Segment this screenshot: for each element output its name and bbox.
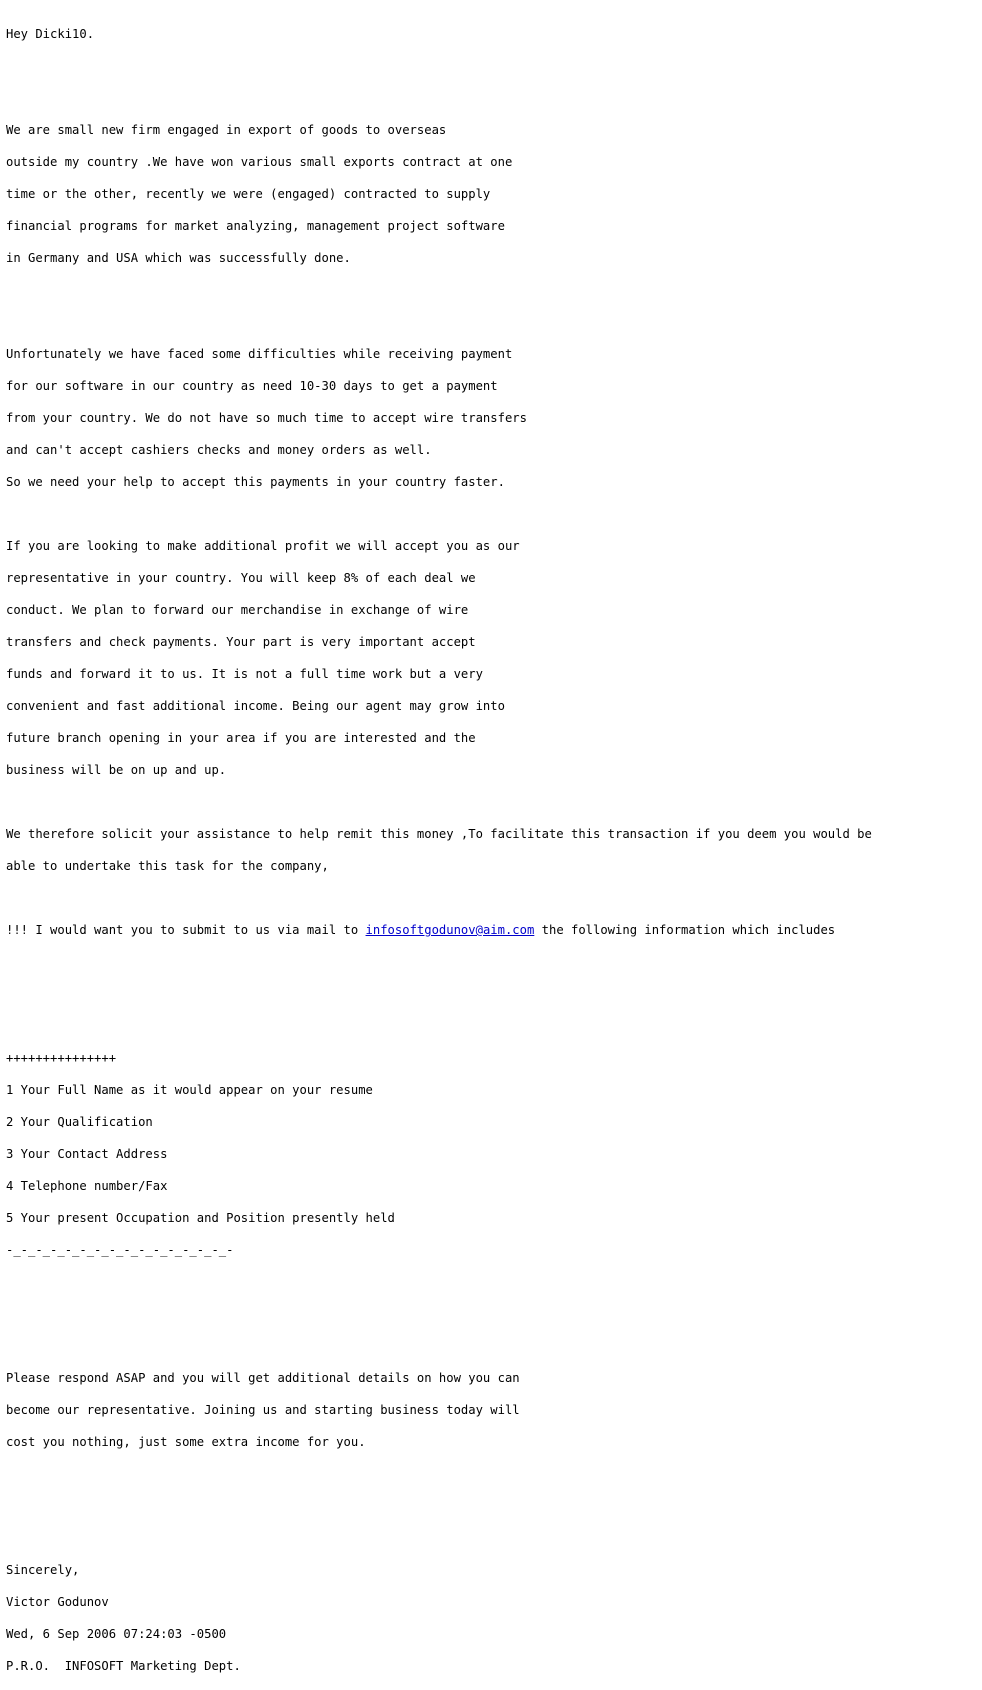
- blank-line: [6, 1530, 976, 1546]
- para1-line: We are small new firm engaged in export of goods to overseas: [6, 123, 447, 137]
- para1-line: in Germany and USA which was successfully done.: [6, 251, 351, 265]
- para5-line: cost you nothing, just some extra income for you.: [6, 1435, 366, 1449]
- para3-line: representative in your country. You will keep 8% of each deal we: [6, 571, 476, 585]
- blank-line: [6, 1274, 976, 1290]
- submit-text-after: the following information which includes: [534, 923, 836, 937]
- submit-line: [6, 922, 976, 938]
- para2-line: Unfortunately we have faced some difficulties while receiving payment: [6, 347, 513, 361]
- para2-line: So we need your help to accept this payments in your country faster.: [6, 475, 505, 489]
- para3-line: convenient and fast additional income. Being our agent may grow into: [6, 699, 505, 713]
- para3-line: transfers and check payments. Your part is very important accept: [6, 635, 476, 649]
- blank-line: [6, 986, 976, 1002]
- blank-line: [6, 506, 976, 522]
- signature-date: Wed, 6 Sep 2006 07:24:03 -0500: [6, 1627, 227, 1641]
- para5-line: Please respond ASAP and you will get additional details on how you can: [6, 1371, 520, 1385]
- blank-line: [6, 282, 976, 298]
- blank-line: [6, 1466, 976, 1482]
- info-item: 5 Your present Occupation and Position presently held: [6, 1211, 395, 1225]
- blank-line: [6, 954, 976, 970]
- para5-line: become our representative. Joining us and starting business today will: [6, 1403, 520, 1417]
- info-item: 1 Your Full Name as it would appear on your resume: [6, 1083, 373, 1097]
- para2-line: and can't accept cashiers checks and money orders as well.: [6, 443, 432, 457]
- blank-line: [6, 1498, 976, 1514]
- para4-line: able to undertake this task for the company,: [6, 859, 329, 873]
- blank-line: [6, 890, 976, 906]
- para3-line: business will be on up and up.: [6, 763, 227, 777]
- para3-line: conduct. We plan to forward our merchandise in exchange of wire: [6, 603, 469, 617]
- separator-top: +++++++++++++++: [6, 1051, 117, 1065]
- para2-line: for our software in our country as need 10-30 days to get a payment: [6, 379, 498, 393]
- para4-line: We therefore solicit your assistance to help remit this money ,To facilitate this transaction if you deem you would be: [6, 827, 872, 841]
- para1-line: financial programs for market analyzing, management project software: [6, 219, 505, 233]
- para3-line: If you are looking to make additional profit we will accept you as our: [6, 539, 520, 553]
- para3-line: funds and forward it to us. It is not a full time work but a very: [6, 667, 483, 681]
- blank-line: [6, 794, 976, 810]
- separator-bottom: -_-_-_-_-_-_-_-_-_-_-_-_-_-_-_-: [6, 1243, 234, 1257]
- blank-line: [6, 90, 976, 106]
- greeting: Hey Dicki10.: [6, 27, 95, 41]
- para3-line: future branch opening in your area if you are interested and the: [6, 731, 476, 745]
- blank-line: [6, 1306, 976, 1322]
- info-item: 4 Telephone number/Fax: [6, 1179, 168, 1193]
- info-item: 3 Your Contact Address: [6, 1147, 168, 1161]
- blank-line: [6, 1018, 976, 1034]
- email-link[interactable]: infosoftgodunov@aim.com: [365, 923, 535, 937]
- blank-line: [6, 58, 976, 74]
- blank-line: [6, 314, 976, 330]
- blank-line: [6, 1338, 976, 1354]
- para1-line: time or the other, recently we were (engaged) contracted to supply: [6, 187, 491, 201]
- para1-line: outside my country .We have won various small exports contract at one: [6, 155, 513, 169]
- submit-text-before: !!! I would want you to submit to us via mail to: [6, 923, 366, 937]
- para2-line: from your country. We do not have so much time to accept wire transfers: [6, 411, 527, 425]
- signature-closing: Sincerely,: [6, 1563, 80, 1577]
- signature-name: Victor Godunov: [6, 1595, 109, 1609]
- signature-title: P.R.O. INFOSOFT Marketing Dept.: [6, 1659, 241, 1673]
- info-item: 2 Your Qualification: [6, 1115, 153, 1129]
